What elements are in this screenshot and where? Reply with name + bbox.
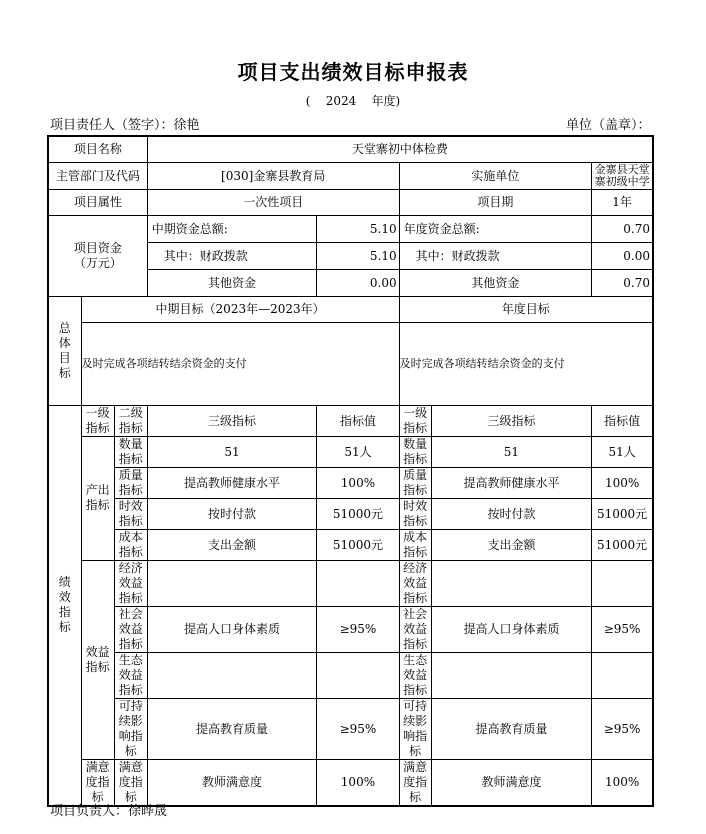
- project-leader-name: 徐晔晟: [128, 804, 168, 819]
- year-ecological-value: [592, 652, 653, 698]
- year-level2-header: 一级 指标: [399, 405, 431, 436]
- year-quality-category: 质量 指标: [399, 467, 431, 498]
- economic-indicator: [147, 560, 317, 606]
- indicator-row-economic: [48, 560, 653, 606]
- mid-other-value: 0.00: [317, 269, 399, 296]
- year-fiscal-label: 其中：财政拨款: [399, 242, 592, 269]
- mid-goal-text: 及时完成各项结转结余资金的支付: [81, 322, 399, 405]
- indicator-row-timeliness: [48, 498, 653, 529]
- quantity-category: 数量 指标: [114, 436, 147, 467]
- year-goal-text: 及时完成各项结转结余资金的支付: [399, 322, 653, 405]
- impl-unit-value: 金寨县天堂寨初级中学: [592, 162, 653, 189]
- ecological-indicator: [147, 652, 317, 698]
- level3-header: 三级指标: [147, 405, 317, 436]
- year-ecological-indicator: [431, 652, 592, 698]
- year-quantity-category: 数量 指标: [399, 436, 431, 467]
- year-timeliness-indicator: 按时付款: [431, 498, 592, 529]
- year-value-header: 指标值: [592, 405, 653, 436]
- social-category: 社会 效益 指标: [114, 606, 147, 652]
- satisfaction-category: 满意 度指 标: [114, 759, 147, 806]
- impl-unit-label: 实施单位: [399, 162, 592, 189]
- mid-other-label: 其他资金: [147, 269, 317, 296]
- ecological-value: [317, 652, 399, 698]
- effect-indicator-label: 效益 指标: [81, 560, 114, 759]
- attr-label: 项目属性: [48, 189, 147, 215]
- output-indicator-label: 产出 指标: [81, 436, 114, 560]
- dept-value: [030]金寨县教育局: [147, 162, 399, 189]
- cost-indicator: 支出金额: [147, 529, 317, 560]
- year-satisfaction-value: 100%: [592, 759, 653, 806]
- mid-total-value: 5.10: [317, 215, 399, 242]
- page-title: 项目支出绩效目标申报表: [237, 60, 469, 84]
- year-level3-header: 三级指标: [431, 405, 592, 436]
- period-label: 项目期: [399, 189, 592, 215]
- project-owner-label: 项目责任人（签字）：: [50, 118, 174, 133]
- unit-stamp-label: 单位（盖章）：: [566, 118, 651, 133]
- timeliness-indicator: 按时付款: [147, 498, 317, 529]
- year-social-value: ≥95%: [592, 606, 653, 652]
- year-sustainability-category: 可持 续影 响指 标: [399, 698, 431, 759]
- year-quality-indicator: 提高教师健康水平: [431, 467, 592, 498]
- year-social-category: 社会 效益 指标: [399, 606, 431, 652]
- year-sustainability-indicator: 提高教育质量: [431, 698, 592, 759]
- level1-header: 一级 指标: [81, 405, 114, 436]
- quantity-indicator: 51: [147, 436, 317, 467]
- quantity-value: 51人: [317, 436, 399, 467]
- satisfaction-value: 100%: [317, 759, 399, 806]
- ecological-category: 生态 效益 指标: [114, 652, 147, 698]
- funds-label: 项目资金 （万元）: [48, 215, 147, 296]
- project-owner-name: 徐艳: [173, 118, 200, 133]
- year-satisfaction-indicator: 教师满意度: [431, 759, 592, 806]
- year-social-indicator: 提高人口身体素质: [431, 606, 592, 652]
- row-attributes: [48, 189, 653, 215]
- sustainability-category: 可持 续影 响指 标: [114, 698, 147, 759]
- mid-fiscal-label: 其中：财政拨款: [147, 242, 317, 269]
- row-department: [48, 162, 653, 189]
- year-cost-category: 成本 指标: [399, 529, 431, 560]
- year-total-value: 0.70: [592, 215, 653, 242]
- project-owner-line: [50, 114, 200, 133]
- year-ecological-category: 生态 效益 指标: [399, 652, 431, 698]
- cost-value: 51000元: [317, 529, 399, 560]
- row-funds-total: [48, 215, 653, 242]
- attr-value: 一次性项目: [147, 189, 399, 215]
- year-open: (: [305, 94, 311, 108]
- overall-goal-label: 总 体 目 标: [48, 296, 81, 405]
- year-timeliness-value: 51000元: [592, 498, 653, 529]
- project-name-label: 项目名称: [48, 136, 147, 162]
- year-quality-value: 100%: [592, 467, 653, 498]
- report-year: [0, 92, 706, 109]
- value-header: 指标值: [317, 405, 399, 436]
- social-indicator: 提高人口身体素质: [147, 606, 317, 652]
- indicator-row-quality: [48, 467, 653, 498]
- year-quantity-value: 51人: [592, 436, 653, 467]
- dept-label: 主管部门及代码: [48, 162, 147, 189]
- timeliness-value: 51000元: [317, 498, 399, 529]
- quality-category: 质量 指标: [114, 467, 147, 498]
- year-suffix: 年度): [371, 94, 401, 108]
- year-economic-indicator: [431, 560, 592, 606]
- row-goal-headers: [48, 296, 653, 322]
- project-leader-label: 项目负责人：: [50, 804, 129, 819]
- year-other-value: 0.70: [592, 269, 653, 296]
- timeliness-category: 时效 指标: [114, 498, 147, 529]
- period-value: 1年: [592, 189, 653, 215]
- performance-goal-table: [47, 135, 654, 807]
- indicator-row-social: [48, 606, 653, 652]
- social-value: ≥95%: [317, 606, 399, 652]
- indicator-row-quantity: [48, 436, 653, 467]
- quality-value: 100%: [317, 467, 399, 498]
- row-indicator-headers: [48, 405, 653, 436]
- economic-value: [317, 560, 399, 606]
- year-quantity-indicator: 51: [431, 436, 592, 467]
- year-satisfaction-category: 满意 度指 标: [399, 759, 431, 806]
- sustainability-value: ≥95%: [317, 698, 399, 759]
- satisfaction-indicator-label: 满意 度指 标: [81, 759, 114, 806]
- sustainability-indicator: 提高教育质量: [147, 698, 317, 759]
- year-value: 2024: [325, 94, 357, 108]
- row-goal-text: [48, 322, 653, 405]
- mid-total-label: 中期资金总额:: [147, 215, 317, 242]
- year-goal-header: 年度目标: [399, 296, 653, 322]
- indicator-row-sustainability: [48, 698, 653, 759]
- project-leader-line: [50, 800, 167, 819]
- project-name-value: 天堂寨初中体检费: [147, 136, 653, 162]
- satisfaction-indicator: 教师满意度: [147, 759, 317, 806]
- year-sustainability-value: ≥95%: [592, 698, 653, 759]
- year-timeliness-category: 时效 指标: [399, 498, 431, 529]
- year-cost-value: 51000元: [592, 529, 653, 560]
- mid-goal-header: 中期目标（2023年—2023年）: [81, 296, 399, 322]
- year-cost-indicator: 支出金额: [431, 529, 592, 560]
- row-project-name: [48, 136, 653, 162]
- quality-indicator: 提高教师健康水平: [147, 467, 317, 498]
- indicator-row-ecological: [48, 652, 653, 698]
- cost-category: 成本 指标: [114, 529, 147, 560]
- level2-header: 二级 指标: [114, 405, 147, 436]
- year-economic-category: 经济 效益 指标: [399, 560, 431, 606]
- indicator-row-satisfaction: [48, 759, 653, 806]
- performance-indicator-label: 绩 效 指 标: [48, 405, 81, 806]
- year-total-label: 年度资金总额:: [399, 215, 592, 242]
- economic-category: 经济 效益 指标: [114, 560, 147, 606]
- year-fiscal-value: 0.00: [592, 242, 653, 269]
- year-economic-value: [592, 560, 653, 606]
- mid-fiscal-value: 5.10: [317, 242, 399, 269]
- indicator-row-cost: [48, 529, 653, 560]
- year-other-label: 其他资金: [399, 269, 592, 296]
